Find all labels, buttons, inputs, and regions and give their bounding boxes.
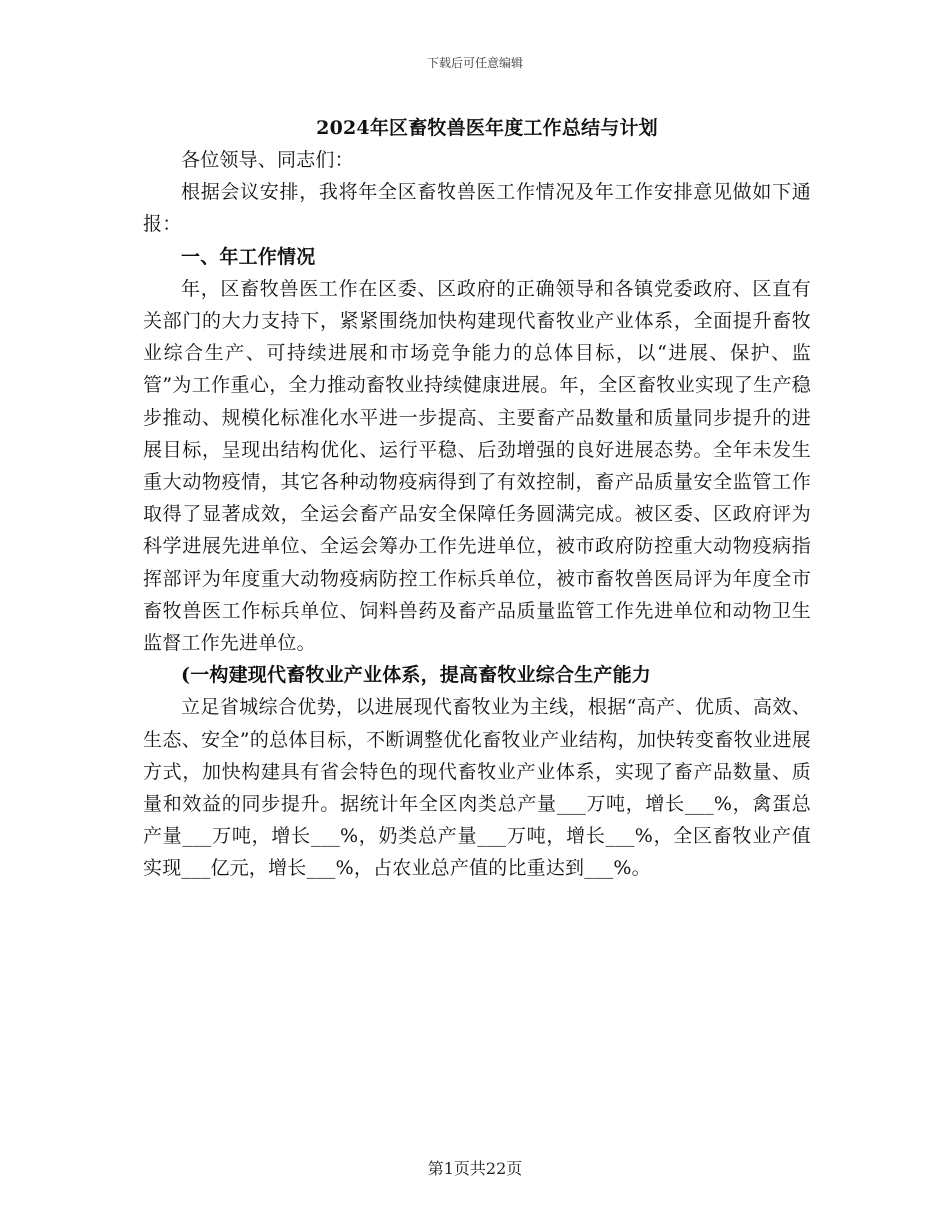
subsection-1-paragraph: 立足省城综合优势，以进展现代畜牧业为主线，根据“高产、优质、高效、生态、安全”的总体目标，不断调整优化畜牧业产业结构，加快转变畜牧业进展方式，加快构建具有省会特色的现代畜牧业产业体系，实现了畜产品数量、质量和效益的同步提升。据统计年全区肉类总产量___万吨，增长___%，禽蛋总产量___万吨，增长___%，奶类总产量___万吨，增长___%，全区畜牧业产值实现___亿元，增长___%，占农业总产值的比重达到___%。 — [143, 696, 811, 880]
document-body — [143, 112, 811, 885]
document-title: 2024年区畜牧兽医年度工作总结与计划 — [316, 117, 658, 139]
page-footer: 第1页共22页 — [427, 1159, 523, 1178]
subsection-heading-1: (一构建现代畜牧业产业体系，提高畜牧业综合生产能力 — [181, 664, 651, 687]
section-heading-1: 一、年工作情况 — [181, 245, 316, 268]
page-header-note: 下载后可任意编辑 — [426, 56, 523, 70]
intro-paragraph: 根据会议安排，我将年全区畜牧兽医工作情况及年工作安排意见做如下通报： — [143, 181, 811, 236]
section-1-paragraph: 年，区畜牧兽医工作在区委、区政府的正确领导和各镇党委政府、区直有关部门的大力支持下，紧紧围绕加快构建现代畜牧业产业体系，全面提升畜牧业综合生产、可持续进展和市场竞争能力的总体目标，以“进展、保护、监管”为工作重心，全力推动畜牧业持续健康进展。年，全区畜牧业实现了生产稳步推动、规模化标准化水平进一步提高、主要畜产品数量和质量同步提升的进展目标，呈现出结构优化、运行平稳、后劲增强的良好进展态势。全年未发生重大动物疫情，其它各种动物疫病得到了有效控制，畜产品质量安全监管工作取得了显著成效，全运会畜产品安全保障任务圆满完成。被区委、区政府评为科学进展先进单位、全运会筹办工作先进单位，被市政府防控重大动物疫病指挥部评为年度重大动物疫病防控工作标兵单位，被市畜牧兽医局评为年度全市畜牧兽医工作标兵单位、饲料兽药及畜产品质量监管工作先进单位和动物卫生监督工作先进单位。 — [143, 277, 811, 655]
salutation: 各位领导、同志们： — [181, 149, 354, 171]
